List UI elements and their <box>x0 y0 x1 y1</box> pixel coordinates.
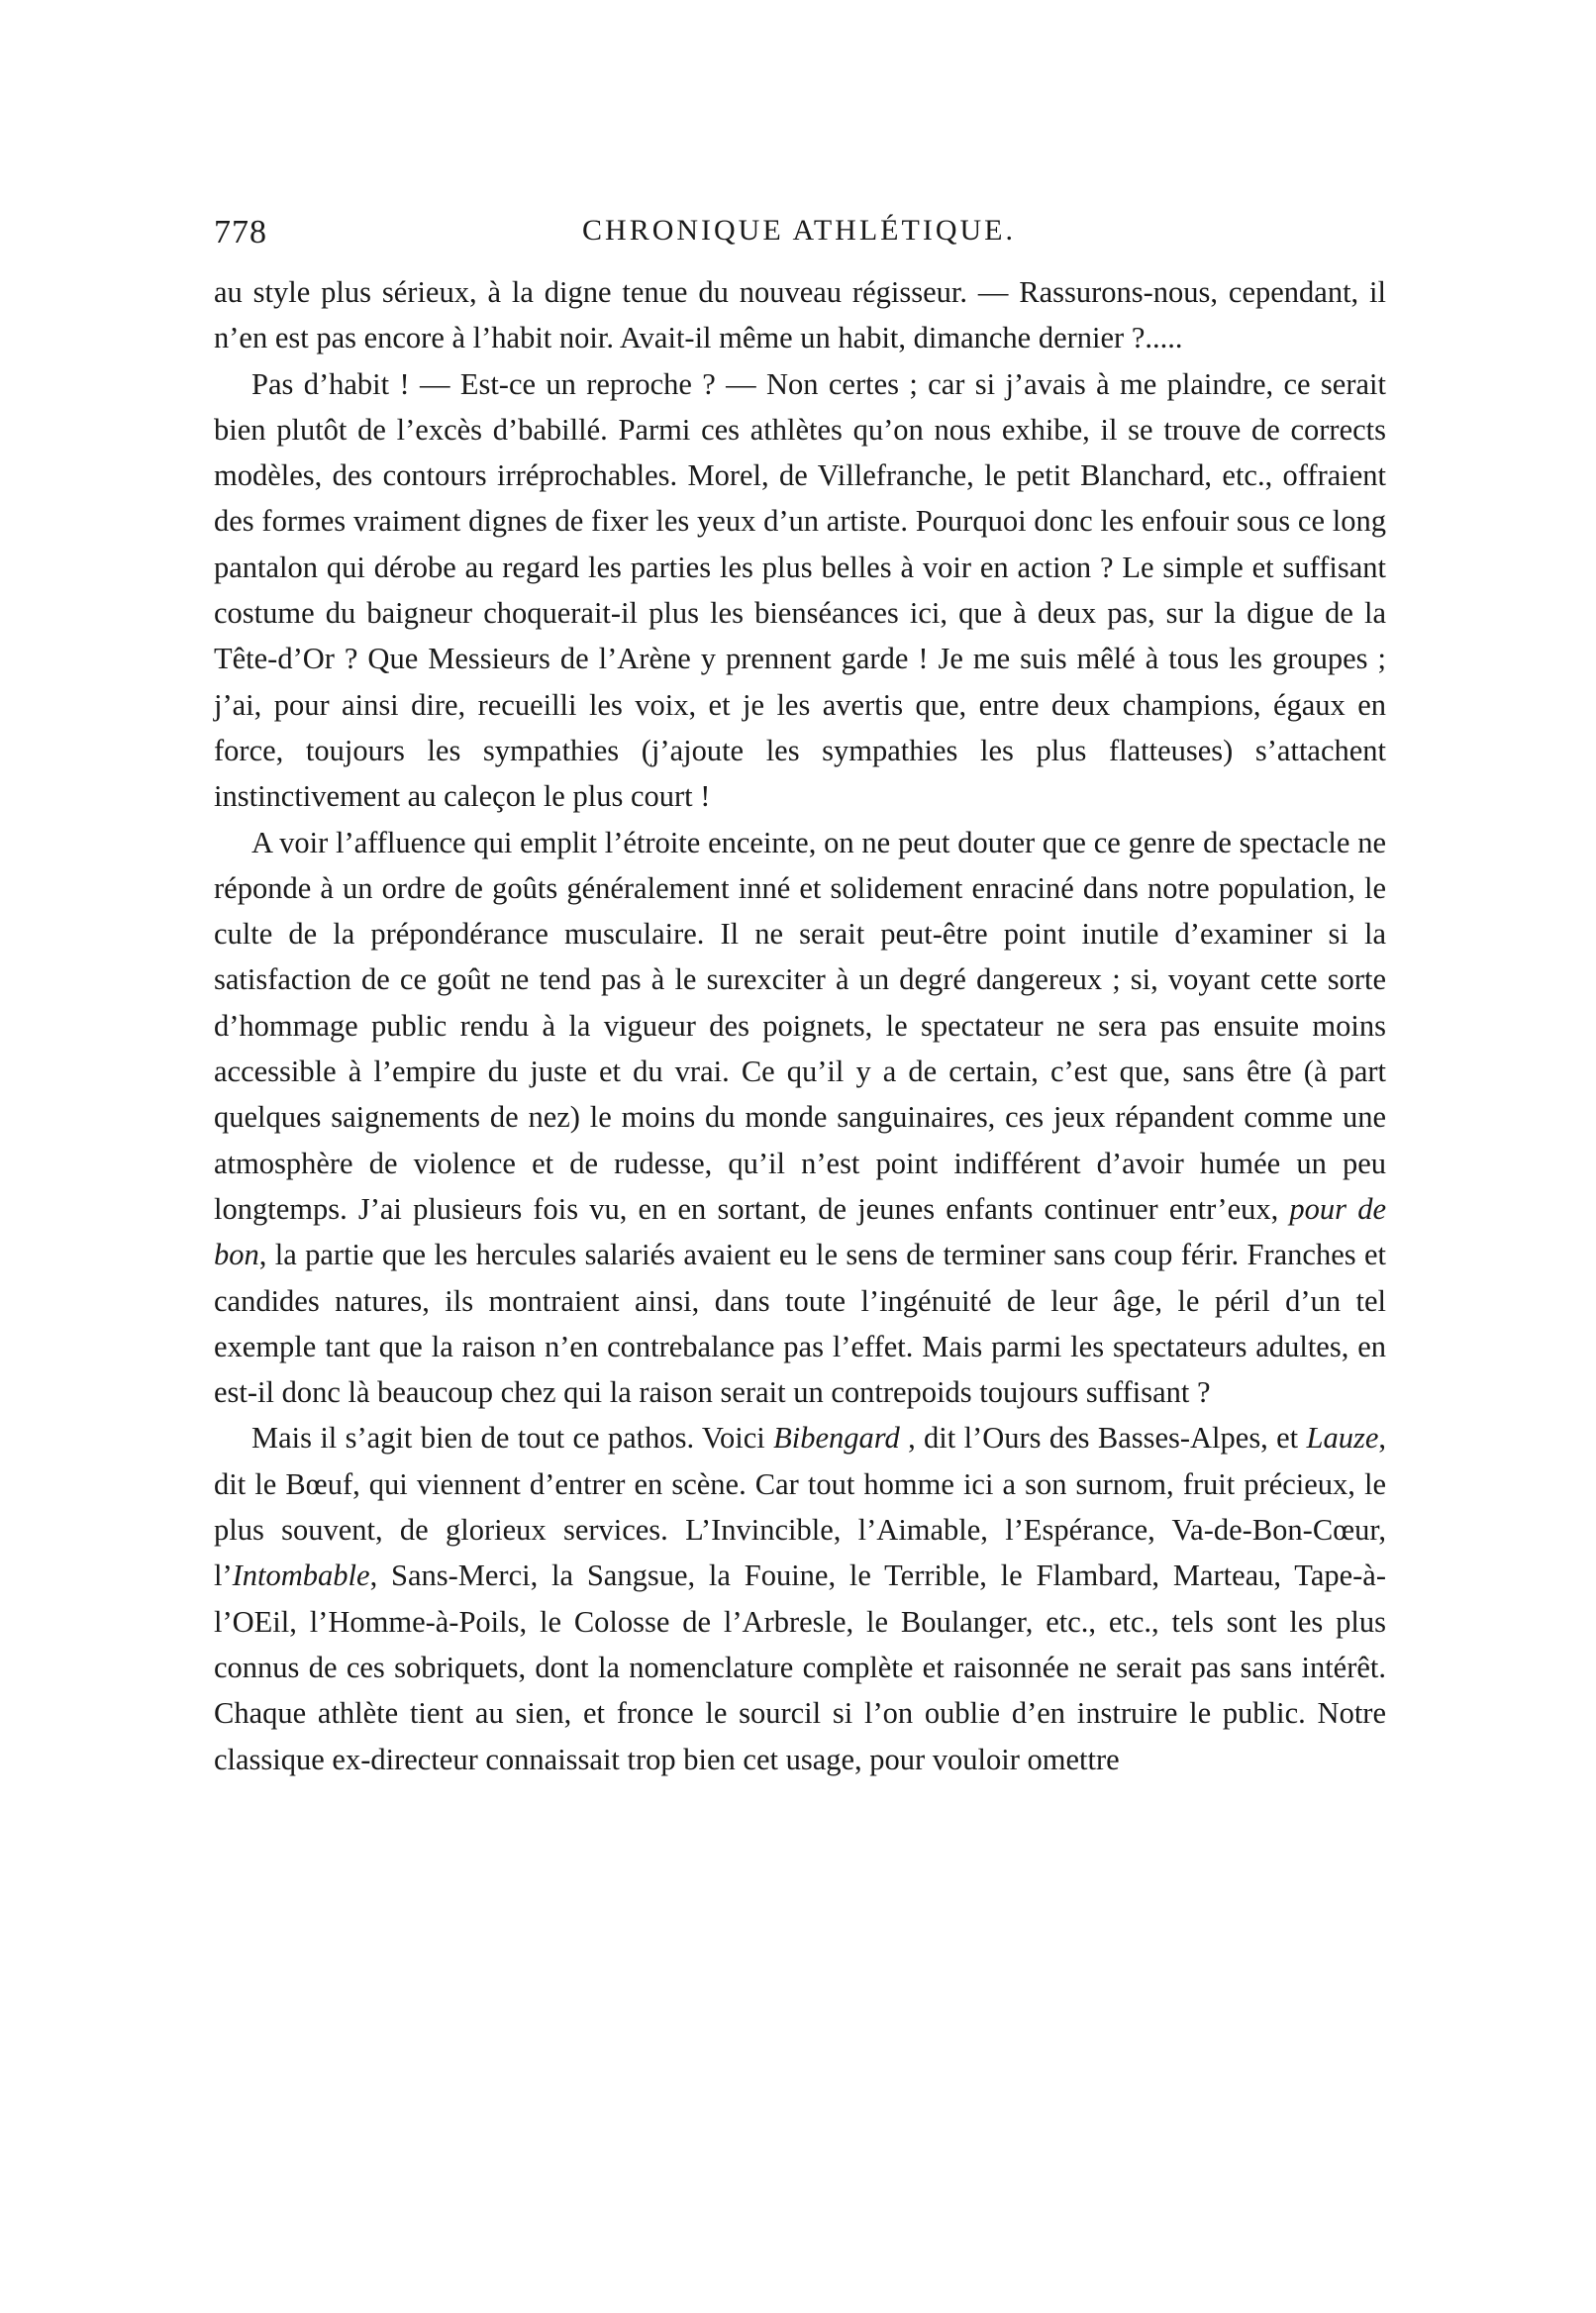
paragraph-1 <box>214 269 1386 361</box>
body-text <box>214 269 1386 1782</box>
italic-phrase: pour de bon <box>214 1191 1386 1272</box>
paragraph-text: , Sans-Merci, la Sangsue, la Fouine, le Terrible, le Flambard, Marteau, Tape-à-l’OEil, l’Homme-à-Poils, le Colosse de l’Arbresle, le Boulanger, etc., etc., tels sont les plus connus de ces sobriquets, dont la nomenclature complète et raisonnée ne serait pas sans intérêt. Chaque athlète tient au sien, et fronce le sourcil si l’on oublie d’en instruire le public. Notre classique ex-directeur connaissait trop bien cet usage, pour vouloir omettre <box>214 1559 1386 1776</box>
paragraph-text: Pas d’habit ! — Est-ce un reproche ? — Non certes ; car si j’avais à me plaindre, ce serait bien plutôt de l’excès d’babillé. Parmi ces athlètes qu’on nous exhibe, il se trouve de corrects modèles, des contours irréprochables. Morel, de Villefranche, le petit Blanchard, etc., offraient des formes vraiment dignes de fixer les yeux d’un artiste. Pourquoi donc les enfouir sous ce long pantalon qui dérobe au regard les parties les plus belles à voir en action ? Le simple et suffisant costume du baigneur choquerait-il plus les bienséances ici, que à deux pas, sur la digue de la Tête-d’Or ? Que Messieurs de l’Arène y prennent garde ! Je me suis mêlé à tous les groupes ; j’ai, pour ainsi dire, recueilli les voix, et je les avertis que, entre deux champions, égaux en force, toujours les sympathies (j’ajoute les sympathies les plus flatteuses) s’attachent instinctivement au caleçon le plus court ! <box>214 366 1386 814</box>
paragraph-text: , dit le Bœuf, qui viennent d’entrer en scène. Car tout homme ici a son surnom, fruit précieux, le plus souvent, de glorieux services. L’Invincible, l’Aimable, l’Espérance, Va-de-Bon-Cœur, l’ <box>214 1421 1386 1593</box>
italic-name: Lauze <box>1306 1421 1379 1456</box>
italic-name: Bibengard <box>773 1421 900 1456</box>
paragraph-4 <box>214 1415 1386 1781</box>
paragraph-text: au style plus sérieux, à la digne tenue du nouveau régisseur. — Rassurons-nous, cependant, il n’en est pas encore à l’habit noir. Avait-il même un habit, dimanche dernier ?..... <box>214 275 1386 355</box>
page-number: 778 <box>214 214 267 251</box>
paragraph-2 <box>214 361 1386 820</box>
italic-name: Intombable <box>232 1559 370 1593</box>
paragraph-3 <box>214 820 1386 1416</box>
paragraph-text: Mais il s’agit bien de tout ce pathos. Voici <box>251 1421 774 1456</box>
running-title: CHRONIQUE ATHLÉTIQUE. <box>582 214 1016 247</box>
paragraph-text: , dit l’Ours des Basses-Alpes, et <box>899 1421 1307 1456</box>
paragraph-text: , la partie que les hercules salariés avaient eu le sens de terminer sans coup férir. Franches et candides natures, ils montraient ainsi, dans toute l’ingénuité de leur âge, le péril d’un tel exemple tant que la raison n’en contrebalance pas l’effet. Mais parmi les spectateurs adultes, en est-il donc là beaucoup chez qui la raison serait un contrepoids toujours suffisant ? <box>214 1238 1386 1410</box>
page-header <box>214 214 1384 257</box>
paragraph-text: A voir l’affluence qui emplit l’étroite enceinte, on ne peut douter que ce genre de spectacle ne réponde à un ordre de goûts généralement inné et solidement enraciné dans notre population, le culte de la prépondérance musculaire. Il ne serait peut-être point inutile d’examiner si la satisfaction de ce goût ne tend pas à le surexciter à un degré dangereux ; si, voyant cette sorte d’hommage public rendu à la vigueur des poignets, le spectateur ne sera pas ensuite moins accessible à l’empire du juste et du vrai. Ce qu’il y a de certain, c’est que, sans être (à part quelques saignements de nez) le moins du monde sanguinaires, ces jeux répandent comme une atmosphère de violence et de rudesse, qu’il n’est point indifférent d’avoir humée un peu longtemps. J’ai plusieurs fois vu, en en sortant, de jeunes enfants continuer entr’eux, <box>214 825 1386 1226</box>
